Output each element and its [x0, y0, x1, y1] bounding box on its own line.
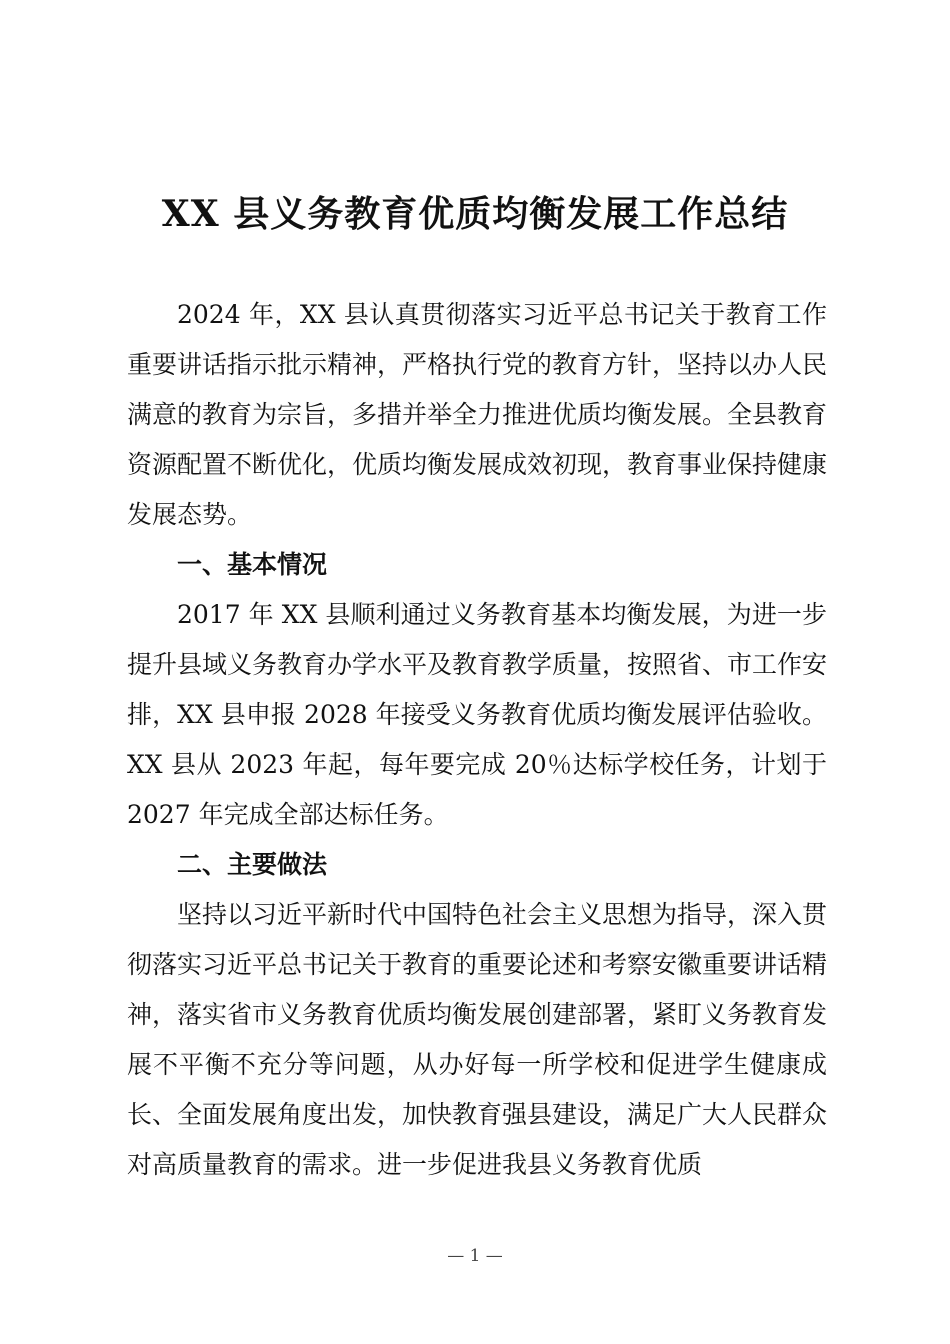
- document-title: XX 县义务教育优质均衡发展工作总结: [161, 193, 789, 235]
- page-number: — 1 —: [447, 1246, 503, 1266]
- intro-paragraph: 2024 年，XX 县认真贯彻落实习近平总书记关于教育工作重要讲话指示批示精神，严格执行党的教育方针，坚持以办人民满意的教育为宗旨，多措并举全力推进优质均衡发展。全县教育资源配置不断优化，优质均衡发展成效初现，教育事业保持健康发展态势。: [127, 300, 828, 529]
- document-body: [127, 290, 827, 1190]
- main-practices-paragraph: 坚持以习近平新时代中国特色社会主义思想为指导，深入贯彻落实习近平总书记关于教育的重要论述和考察安徽重要讲话精神，落实省市义务教育优质均衡发展创建部署，紧盯义务教育发展不平衡不充分等问题，从办好每一所学校和促进学生健康成长、全面发展角度出发，加快教育强县建设，满足广大人民群众对高质量教育的需求。进一步促进我县义务教育优质: [127, 900, 828, 1179]
- section-heading-main-practices: 二、主要做法: [177, 850, 328, 879]
- section-heading-basic-situation: 一、基本情况: [177, 550, 328, 579]
- basic-situation-paragraph: 2017 年 XX 县顺利通过义务教育基本均衡发展，为进一步提升县域义务教育办学水平及教育教学质量，按照省、市工作安排，XX 县申报 2028 年接受义务教育优质均衡发展评估验收。XX 县从 2023 年起，每年要完成 20％达标学校任务，计划于 2027 年完成全部达标任务。: [127, 600, 828, 829]
